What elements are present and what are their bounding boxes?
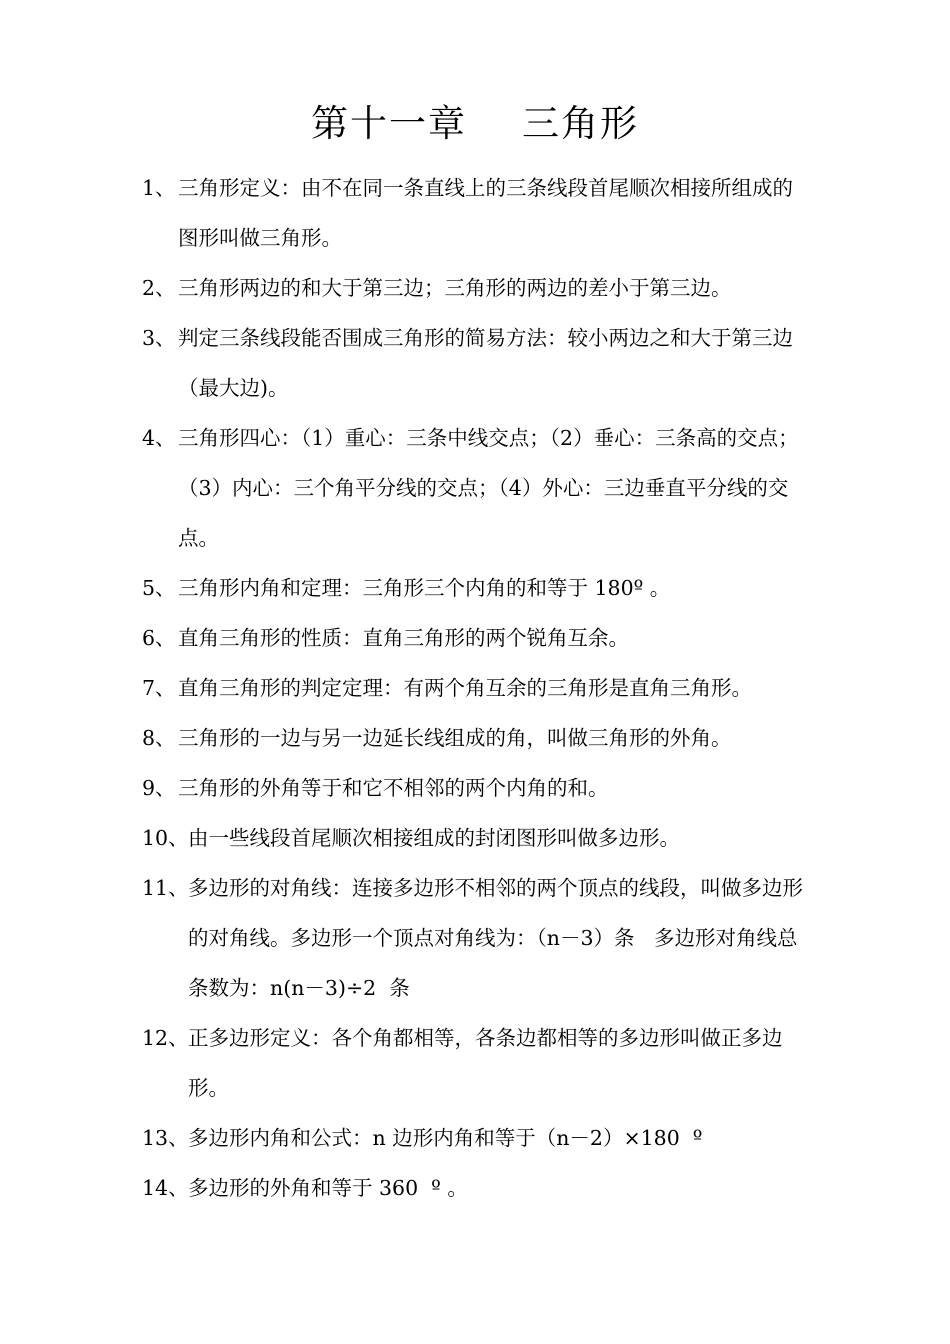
item-text: 由一些线段首尾顺次相接组成的封闭图形叫做多边形。 — [188, 826, 680, 850]
list-item — [142, 563, 812, 613]
list-item — [142, 163, 812, 263]
list-item — [142, 1013, 812, 1113]
item-text: 直角三角形的性质：直角三角形的两个锐角互余。 — [178, 626, 629, 650]
item-number: 14、 — [142, 1176, 189, 1200]
item-text: 三角形的外角等于和它不相邻的两个内角的和。 — [178, 776, 609, 800]
list-item — [142, 763, 812, 813]
item-number: 2、 — [142, 276, 176, 300]
item-number: 12、 — [142, 1026, 189, 1050]
item-text: 多边形的外角和等于 360 º 。 — [188, 1176, 468, 1200]
item-text: 三角形内角和定理：三角形三个内角的和等于 180º 。 — [178, 576, 671, 600]
list-item — [142, 863, 812, 1013]
item-number: 7、 — [142, 676, 176, 700]
item-text: 判定三条线段能否围成三角形的简易方法：较小两边之和大于第三边（最大边)。 — [178, 326, 793, 400]
item-number: 8、 — [142, 726, 176, 750]
list-item — [142, 313, 812, 413]
item-number: 3、 — [142, 326, 176, 350]
item-text: 三角形定义：由不在同一条直线上的三条线段首尾顺次相接所组成的图形叫做三角形。 — [178, 176, 793, 250]
item-text: 三角形四心：（1）重心：三条中线交点；（2）垂心：三条高的交点；（3）内心：三个角平分线的交点；（4）外心：三边垂直平分线的交点。 — [178, 426, 799, 550]
item-text: 多边形内角和公式：n 边形内角和等于（n－2）×180 º — [188, 1126, 703, 1150]
list-item — [142, 1163, 812, 1213]
list-item — [142, 263, 812, 313]
item-text: 正多边形定义：各个角都相等，各条边都相等的多边形叫做正多边形。 — [188, 1026, 783, 1100]
item-text: 三角形的一边与另一边延长线组成的角，叫做三角形的外角。 — [178, 726, 732, 750]
item-number: 10、 — [142, 826, 189, 850]
item-number: 1、 — [142, 176, 176, 200]
list-item — [142, 1113, 812, 1163]
item-text: 三角形两边的和大于第三边；三角形的两边的差小于第三边。 — [178, 276, 732, 300]
item-text: 多边形的对角线：连接多边形不相邻的两个顶点的线段，叫做多边形的对角线。多边形一个顶点对角线为：（n－3）条 多边形对角线总条数为：n(n－3)÷2 条 — [188, 876, 803, 1000]
theorem-list — [142, 163, 812, 1213]
item-number: 11、 — [142, 876, 189, 900]
list-item — [142, 713, 812, 763]
list-item — [142, 663, 812, 713]
item-number: 13、 — [142, 1126, 189, 1150]
item-number: 9、 — [142, 776, 176, 800]
list-item — [142, 413, 812, 563]
item-number: 5、 — [142, 576, 176, 600]
chapter-title: 第十一章 三角形 — [310, 102, 640, 145]
item-number: 4、 — [142, 426, 176, 450]
item-number: 6、 — [142, 626, 176, 650]
item-text: 直角三角形的判定定理：有两个角互余的三角形是直角三角形。 — [178, 676, 752, 700]
list-item — [142, 813, 812, 863]
list-item — [142, 613, 812, 663]
